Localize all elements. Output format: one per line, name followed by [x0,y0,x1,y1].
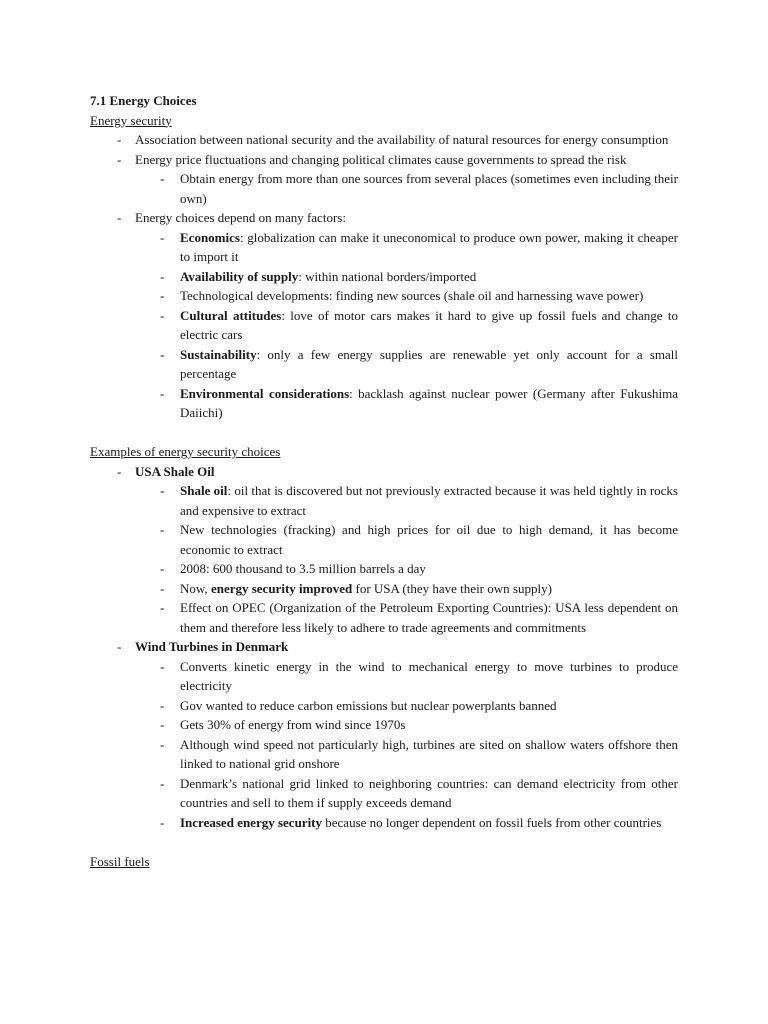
list-item: - Economics: globalization can make it uneconomical to produce own power, making it cheaper to import it [90,228,678,267]
section-heading-energy-security: Energy security [90,112,172,128]
list-item: - Obtain energy from more than one sources from several places (sometimes even including their own) [90,169,678,208]
list-item: - Association between national security and the availability of natural resources for energy consumption [90,130,678,150]
list-item: - Technological developments: finding new sources (shale oil and harnessing wave power) [90,286,678,306]
examples-list [90,462,678,833]
list-item: - Effect on OPEC (Organization of the Petroleum Exporting Countries): USA less dependent on them and therefore less likely to adhere to trade agreements and commitments [90,598,678,637]
list-item: - Converts kinetic energy in the wind to mechanical energy to move turbines to produce electricity [90,657,678,696]
list-item: - Now, energy security improved for USA (they have their own supply) [90,579,678,599]
list-item: - Gets 30% of energy from wind since 1970s [90,715,678,735]
list-item-usa-shale-oil: - USA Shale Oil [90,462,678,482]
list-item: - Availability of supply: within national borders/imported [90,267,678,287]
list-item: - Increased energy security because no longer dependent on fossil fuels from other countries [90,813,678,833]
list-item: - Energy price fluctuations and changing political climates cause governments to spread the risk [90,150,678,170]
page-title: 7.1 Energy Choices [90,93,197,108]
list-item-wind-turbines-denmark: - Wind Turbines in Denmark [90,637,678,657]
list-item: - Energy choices depend on many factors: [90,208,678,228]
list-item: - New technologies (fracking) and high prices for oil due to high demand, it has become economic to extract [90,520,678,559]
section-heading-examples: Examples of energy security choices [90,444,281,459]
list-item: - Although wind speed not particularly high, turbines are sited on shallow waters offshore then linked to national grid onshore [90,735,678,774]
list-item: - Denmark’s national grid linked to neighboring countries: can demand electricity from other countries and sell to them if supply exceeds demand [90,774,678,813]
list-item: - 2008: 600 thousand to 3.5 million barrels a day [90,559,678,579]
list-item: - Cultural attitudes: love of motor cars makes it hard to give up fossil fuels and change to electric cars [90,306,678,345]
list-item: - Sustainability: only a few energy supplies are renewable yet only account for a small percentage [90,345,678,384]
energy-security-list [90,130,678,423]
list-item: - Gov wanted to reduce carbon emissions but nuclear powerplants banned [90,696,678,716]
list-item: - Shale oil: oil that is discovered but not previously extracted because it was held tightly in rocks and expensive to extract [90,481,678,520]
section-heading-fossil-fuels: Fossil fuels [90,853,150,869]
document-content [90,91,678,871]
list-item: - Environmental considerations: backlash against nuclear power (Germany after Fukushima Daiichi) [90,384,678,423]
